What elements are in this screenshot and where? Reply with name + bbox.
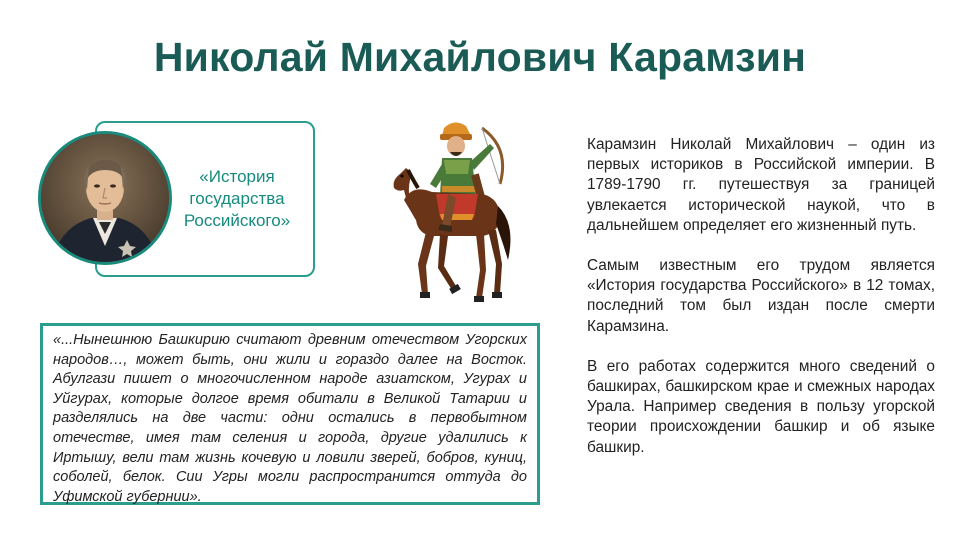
- description-column: [587, 135, 935, 478]
- paragraph-bashkir-info: В его работах содержится много сведений о башкирах, башкирском крае и смежных народах Урала. Например сведения в пользу угорской теории происхождении башкир и об языке башкир.: [587, 357, 935, 456]
- book-title: «История государства Российского»: [183, 167, 291, 230]
- quote-box: [40, 323, 540, 505]
- slide-title: Николай Михайлович Карамзин: [153, 34, 807, 80]
- paragraph-main-work: Самым известным его трудом является «История государства Российского» в 12 томах, последний том был издан после смерти Карамзина.: [587, 257, 935, 335]
- portrait-image: [38, 131, 172, 265]
- paragraph-bio: Карамзин Николай Михайлович – один из первых историков в Российской империи. В 1789-1790 гг. путешествуя за границей увлекается исторической наукой, что в дальнейшем определяет его жизненный путь.: [587, 136, 935, 234]
- quote-text: «...Нынешнюю Башкирию считают древним отечеством Угорских народов…, может быть, они жили и гораздо далее на Восток. Абулгази пишет о многочисленном народе азиатском, Угурах и Уйгурах, которые долгое время обитали в Великой Татарии и разделялись на две части: одни остались в первобытном отечестве, имея там селения и города, другие удалились к Иртышу, вели там жизнь кочевую и ловили зверей, бобров, куниц, соболей, белок. Сии Угры могли распространится оттуда до Уфимской губернии».: [53, 332, 527, 505]
- horseman-illustration: [382, 114, 532, 310]
